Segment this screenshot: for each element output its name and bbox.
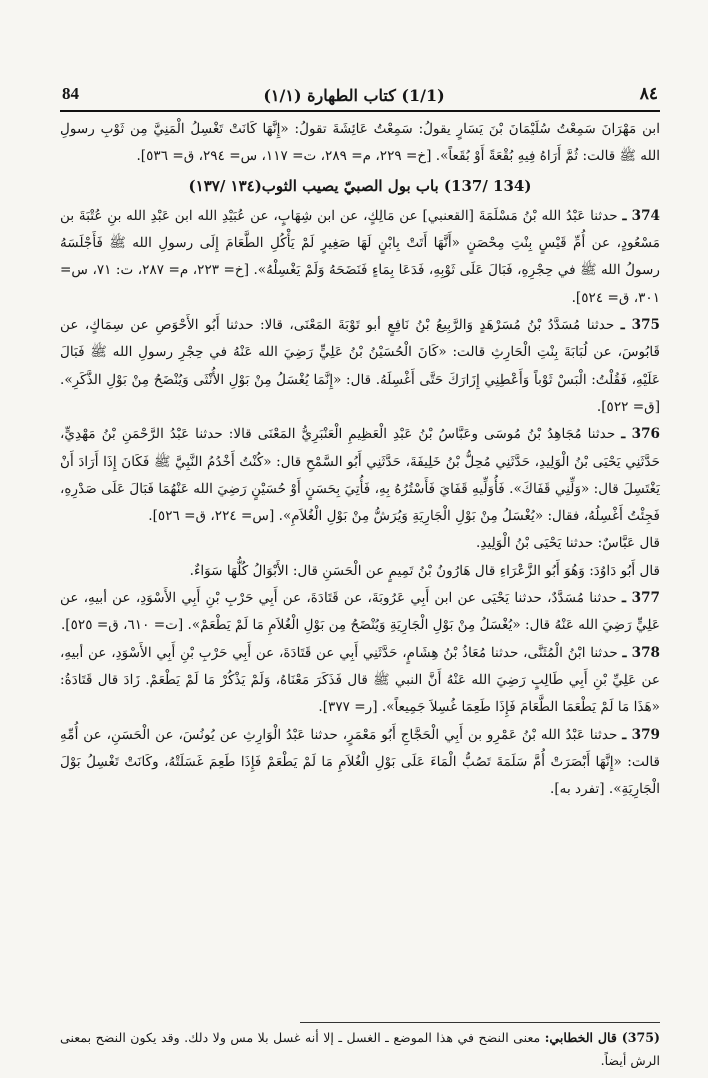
hadith-374 xyxy=(60,203,660,312)
hadith-number: 379 ـ xyxy=(622,726,660,743)
footnote xyxy=(60,1026,660,1072)
footnote-label: (375) قال الخطابي: xyxy=(544,1030,660,1045)
header-rule xyxy=(60,110,660,112)
running-title: (1/1) كتاب الطهارة (١/١) xyxy=(263,86,445,105)
hadith-text: حدثنا ابْنُ الْمُثَنَّى، حدثنا مُعَاذُ بْنُ هِشَامٍ، حَدَّثَنِي أَبِي عن قَتَادَةَ، عن أَبِي حَرْبِ بْنِ أَبِي الأَسْوَدِ، عن أبيهِ، عن عَلِيِّ بْنِ أَبِي طَالِبٍ رَضِيَ الله عَنْهُ أَنَّ النبي ﷺ قال فَذَكَرَ مَعْنَاهُ، وَلَمْ يَذْكُرْ مَا لَمْ يَطْعَمْ. زَادَ قال قَتَادَةُ: «هَذَا مَا لَمْ يَطْعَمَا الطَّعَامَ فَإِذَا طَعِمَا غُسِلاَ جَمِيعاً». [ر= ٣٧٧]. xyxy=(60,644,660,716)
hadith-378 xyxy=(60,640,660,722)
hadith-text: حدثنا مُسَدَّدٌ، حدثنا يَحْيَى عن ابن أَبِي عَرُوبَةَ، عن قَتَادَةَ، عن أَبِي حَرْبِ بْنِ أَبِي الأَسْوَدِ، عن أبيهِ، عن عَلِيٍّ رَضِيَ الله عَنْهُ قال: «يُغْسَلُ مِنْ بَوْلِ الْجَارِيَةِ وَيُنْضَحُ مِن بَوْلِ الْغُلاَمِ مَا لَمْ يَطْعَمْ». [ت= ٦١٠، ق= ٥٢٥]. xyxy=(60,590,660,634)
page-number-latin: 84 xyxy=(62,84,79,103)
hadith-377 xyxy=(60,585,660,640)
hadith-text: حدثنا مُسَدَّدُ بْنُ مُسَرْهَدٍ وَالرَّبِيعُ بْنُ نَافِعٍ أبو تَوْبَةَ المَعْنَى، قالا: حدثنا أَبُو الأَحْوَصِ عن سِمَاكٍ، عن قَابُوسَ، عن لُبَابَةَ بِنْتِ الْحَارِثِ قالت: «كَانَ الْحُسَيْنُ بْنُ عَلِيٍّ رَضِيَ الله عَنْهُ في حِجْرِ رسولِ الله ﷺ فَبَالَ عَلَيْهِ، فَقُلْتُ: الْبَسْ ثَوْباً وَأَعْطِنِي إِزَارَكَ حَتَّى أَغْسِلَهُ. قال: «إِنَّمَا يُغْسَلُ مِنْ بَوْلِ الأُنْثَى وَيُنْضَحُ مِنْ بَوْلِ الذَّكَرِ». [ق= ٥٢٢]. xyxy=(60,317,660,415)
hadith-number: 377 ـ xyxy=(622,590,660,607)
hadith-text: حدثنا عَبْدُ الله بْنُ مَسْلَمَةَ [القعنبي] عن مَالِكٍ، عن ابن شِهَابٍ، عن عُبَيْدِ الله ابن عَبْدِ الله بنِ عُتْبَةَ بن مَسْعُودٍ، عن أُمِّ قَيْسٍ بِنْتِ مِحْصَنٍ «أَنَّهَا أَتَتْ بِابْنٍ لَهَا صَغِيرٍ لَمْ يَأْكُلِ الطَّعَامَ إِلَى رسولِ الله ﷺ فَأَجْلَسَهُ رسولُ الله ﷺ في حِجْرِهِ، فَبَالَ عَلَى ثَوْبِهِ، فَدَعَا بِمَاءٍ فَنَضَحَهُ وَلَمْ يَغْسِلْهُ». [خ= ٢٢٣، م= ٢٨٧، ت: ٧١، س= ٣٠١، ق= ٥٢٤]. xyxy=(60,207,660,306)
page-number-arabic: ٨٤ xyxy=(639,84,658,104)
hadith-number: 376 ـ xyxy=(621,426,661,443)
chapter-title: (134 /137) باب بول الصبيّ يصيب الثوب(١٣٤ /١٣٧) xyxy=(188,176,532,195)
footnote-rule xyxy=(300,1022,660,1023)
hadith-379 xyxy=(60,722,660,804)
footnote-text: معنى النضح في هذا الموضع ـ الغسل ـ إلا أنه غسل بلا مس ولا دلك. وقد يكون النضح بمعنى الرش أيضاً. xyxy=(60,1030,660,1068)
hadith-375 xyxy=(60,312,660,421)
hadith-376 xyxy=(60,421,660,530)
main-text xyxy=(60,116,660,803)
intro-paragraph: ابن مَهْرَانَ سَمِعْتُ سُلَيْمَانَ بْنَ يَسَارٍ يقولُ: سَمِعْتُ عَائِشَةَ تقولُ: «إِنَّهَا كَانَتْ تَغْسِلُ الْمَنِيَّ مِن ثَوْبِ رسولِ الله ﷺ قالت: ثُمَّ أَرَاهُ فِيهِ بُقْعَةً أَوْ بُقَعاً». [خ= ٢٢٩، م= ٢٨٩، ت= ١١٧، س= ٢٩٤، ق= ٥٣٦]. xyxy=(60,121,660,165)
hadith-number: 374 ـ xyxy=(622,207,660,224)
abbas-note: قال عَبَّاسٌ: حدثنا يَحْيَى بْنُ الْوَلِيدِ. xyxy=(476,535,660,552)
hadith-text: حدثنا عَبْدُ الله بْنُ عَمْرِو بن أَبِي الْحَجَّاجِ أَبُو مَعْمَرٍ، حدثنا عَبْدُ الْوَارِثِ عن يُونُسَ، عن الْحَسَنِ، عن أُمِّهِ قالت: «إِنَّهَا أَبْصَرَتْ أُمَّ سَلَمَةَ تَصُبُّ الْمَاءَ عَلَى بَوْلِ الْغُلاَمِ مَا لَمْ يَطْعَمْ فَإِذَا طَعِمَ غَسَلَتْهُ، وكَانَتْ تَغْسِلُ بَوْلَ الْجَارِيَةِ». [تفرد به]. xyxy=(60,726,660,798)
hadith-text: حدثنا مُجَاهِدُ بْنُ مُوسَى وعَبَّاسُ بْنُ عَبْدِ الْعَظِيمِ الْعَنْبَرِيُّ المَعْنَى قالا: حدثنا عَبْدُ الرَّحْمَنِ بْنُ مَهْدِيٍّ، حَدَّثَنِي يَحْيَى بْنُ الْوَلِيدِ، حَدَّثَنِي مُحِلُّ بْنُ خَلِيفَةَ، حَدَّثَنِي أَبُو السَّمْحِ قال: «كُنْتُ أَخْدُمُ النَّبِيَّ ﷺ فَكَانَ إِذَا أَرَادَ أَنْ يَغْتَسِلَ قال: «وَلِّنِي قَفَاكَ». فَأُوَلِّيهِ قَفَايَ فَأَسْتُرُهُ بِهِ، فَأُتِيَ بِحَسَنٍ أَوْ حُسَيْنٍ رَضِيَ الله عَنْهُمَا فَبَالَ عَلَى صَدْرِهِ، فَجِئْتُ أَغْسِلُهُ، فقال: «يُغْسَلُ مِنْ بَوْلِ الْجَارِيَةِ وَيُرَشُّ مِنْ بَوْلِ الْغُلاَمِ». [س= ٢٢٤، ق= ٥٢٦]. xyxy=(60,426,660,525)
hadith-number: 375 ـ xyxy=(620,317,660,334)
abu-dawud-note: قال أَبُو دَاوُدَ: وَهُوَ أَبُو الزَّعْرَاءِ قال هَارُونُ بْنُ تَمِيمٍ عن الْحَسَنِ قال: الأَبْوَالُ كُلُّهَا سَوَاءٌ. xyxy=(189,562,660,579)
hadith-number: 378 ـ xyxy=(622,644,661,661)
